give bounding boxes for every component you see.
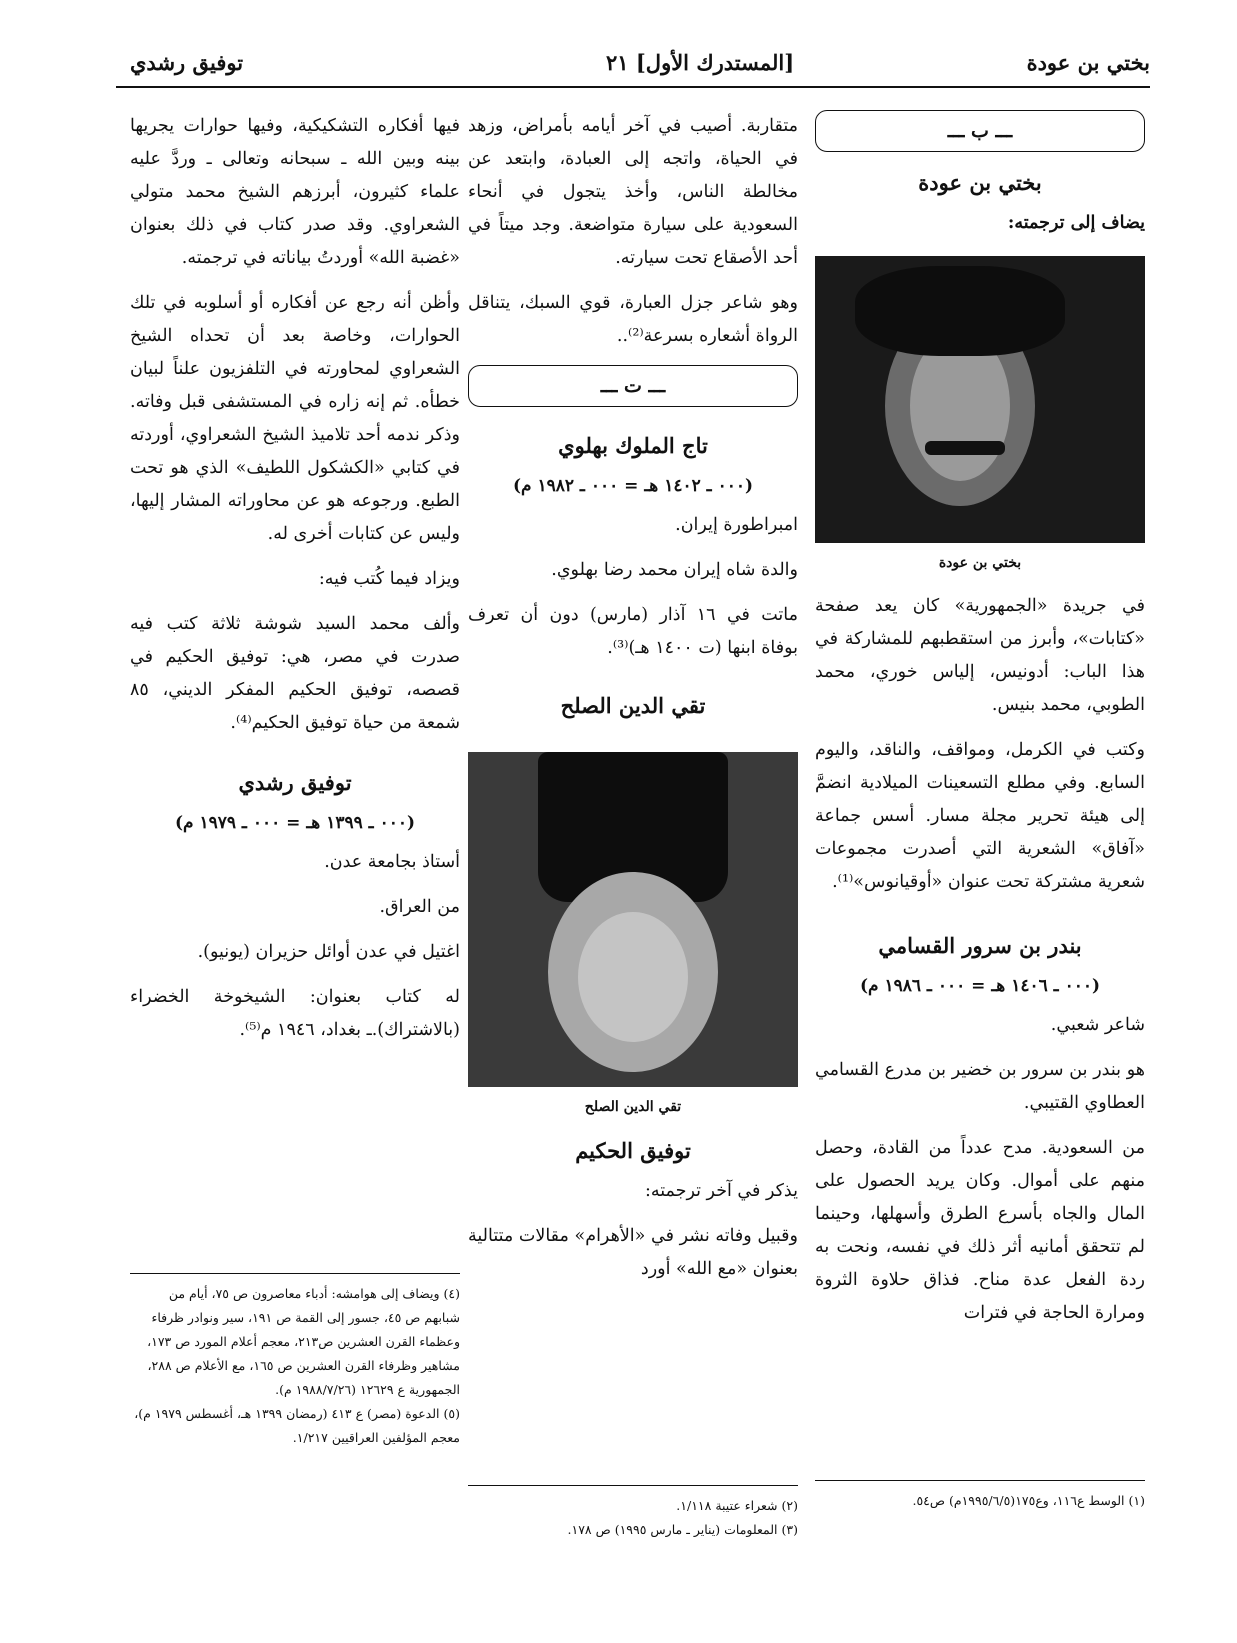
footnotes-right bbox=[815, 1480, 1145, 1513]
paragraph: ماتت في ١٦ آذار (مارس) دون أن تعرف بوفاة ابنها (ت ١٤٠٠ هـ)⁽³⁾. bbox=[468, 605, 798, 658]
paragraph: هو بندر بن سرور بن خضير بن مدرع القسامي العطاوي القتيبي. bbox=[815, 1060, 1145, 1113]
entry-title-taj: تاج الملوك بهلوي bbox=[558, 433, 708, 458]
paragraph: وألف محمد السيد شوشة ثلاثة كتب فيه صدرت في مصر، هي: توفيق الحكيم في قصصه، توفيق الحكيم المفكر الديني، ٨٥ شمعة من حياة توفيق الحكيم⁽⁴⁾. bbox=[130, 614, 460, 733]
entry-title-bandar: بندر بن سرور القسامي bbox=[878, 933, 1082, 958]
letter-heading-ta: ـــ ت ـــ bbox=[468, 365, 798, 407]
paragraph: من السعودية. مدح عدداً من القادة، وحصل منهم على أموال. وكان يريد الحصول على المال والجاه بأسرع الطرق وأسهلها، وحينما لم تتحقق أمانيه أثر ذلك في نفسه، ونحت به ردة الفعل عدة مناح. فذاق حلاوة الثروة ومرارة الحاجة في فترات bbox=[815, 1138, 1145, 1323]
header-left-title: توفيق رشدي bbox=[130, 50, 244, 75]
entry-title-tawfiq-rushdi: توفيق رشدي bbox=[238, 770, 352, 795]
entry-dates-taj: (٠٠٠ ـ ١٤٠٢ هـ = ٠٠٠ ـ ١٩٨٢ م) bbox=[512, 476, 754, 496]
footnotes-middle bbox=[468, 1485, 798, 1542]
footnote: (٤) ويضاف إلى هوامشه: أدباء معاصرون ص ٧٥، أيام من شبابهم ص ٤٥، جسور إلى القمة ص ١٩١، سير ونوادر ظرفاء وعظماء القرن العشرين ص٢١٣، معجم أعلام المورد ص ١٧٣، مشاهير وظرفاء القرن العشرين ص ١٦٥، مع الأعلام ص ٢٨٨، الجمهورية ع ١٢٦٢٩ (١٩٨٨/٧/٢٦ م). bbox=[147, 1286, 460, 1397]
paragraph: وأظن أنه رجع عن أفكاره أو أسلوبه في تلك الحوارات، وخاصة بعد أن تحداه الشيخ الشعراوي لمحاورته في التلفزيون علناً لبيان خطأه. ثم إنه زاره في المستشفى قبل وفاته. وذكر ندمه أحد تلاميذ الشيخ الشعراوي، أوردته في كتابي «الكشكول اللطيف» الذي هو تحت الطبع. ورجوعه هو عن محاوراته المشار إليها، وليس عن كتابات أخرى له. bbox=[130, 293, 460, 544]
entry-title-bakhti: بختي بن عودة bbox=[918, 170, 1042, 195]
entry-title-tawfiq-hakim: توفيق الحكيم bbox=[575, 1138, 691, 1163]
paragraph: وقبيل وفاته نشر في «الأهرام» مقالات متتالية بعنوان «مع الله» أورد bbox=[468, 1226, 798, 1279]
column-middle bbox=[468, 110, 798, 1298]
paragraph: شاعر شعبي. bbox=[1050, 1015, 1145, 1035]
photo-taqi bbox=[468, 752, 798, 1087]
entry-intro: يضاف إلى ترجمته: bbox=[1007, 213, 1145, 233]
paragraph: والدة شاه إيران محمد رضا بهلوي. bbox=[551, 560, 798, 580]
paragraph: من العراق. bbox=[379, 897, 460, 917]
paragraph: فيها أفكاره التشكيكية، وفيها حوارات يجريها بينه وبين الله ـ سبحانه وتعالى ـ وردَّ عليه علماء كثيرون، أبرزهم الشيخ محمد متولي الشعراوي. وقد صدر كتاب في ذلك بعنوان «غضبة الله» أوردتُ بياناته في ترجمته. bbox=[130, 116, 460, 268]
entry-title-taqi: تقي الدين الصلح bbox=[560, 693, 706, 718]
column-left bbox=[130, 110, 460, 1059]
photo-caption-taqi: تقي الدين الصلح bbox=[584, 1099, 682, 1115]
paragraph: يذكر في آخر ترجمته: bbox=[644, 1181, 798, 1201]
paragraph: أستاذ بجامعة عدن. bbox=[324, 852, 460, 872]
paragraph: له كتاب بعنوان: الشيخوخة الخضراء (بالاشتراك).ـ بغداد، ١٩٤٦ م⁽⁵⁾. bbox=[130, 987, 460, 1040]
footnotes-left bbox=[130, 1273, 460, 1450]
letter-heading-ba: ـــ ب ـــ bbox=[815, 110, 1145, 152]
footnote: (٥) الدعوة (مصر) ع ٤١٣ (رمضان ١٣٩٩ هـ، أغسطس ١٩٧٩ م)، معجم المؤلفين العراقيين ١/٢١٧. bbox=[134, 1406, 460, 1445]
footnote: (٣) المعلومات (يناير ـ مارس ١٩٩٥) ص ١٧٨. bbox=[567, 1522, 798, 1537]
footnote: (١) الوسط ع١١٦، وع١٧٥(١٩٩٥/٦/٥م) ص٥٤. bbox=[912, 1493, 1145, 1508]
header-center-title: [المستدرك الأول] ٢١ bbox=[606, 50, 795, 75]
paragraph: وهو شاعر جزل العبارة، قوي السبك، يتناقل الرواة أشعاره بسرعة⁽²⁾.. bbox=[468, 293, 798, 346]
paragraph: ويزاد فيما كُتب فيه: bbox=[318, 569, 460, 589]
header-right-title: بختي بن عودة bbox=[1026, 50, 1150, 75]
paragraph: متقاربة. أصيب في آخر أيامه بأمراض، وزهد في الحياة، واتجه إلى العبادة، وابتعد عن مخالطة الناس، وأخذ يتجول في أنحاء السعودية على سيارة متواضعة. وجد ميتاً في أحد الأصقاع تحت سيارته. bbox=[468, 116, 798, 268]
page-header bbox=[116, 46, 1150, 88]
paragraph: امبراطورة إيران. bbox=[675, 515, 798, 535]
column-right bbox=[815, 110, 1145, 1342]
entry-dates-tawfiq-rushdi: (٠٠٠ ـ ١٣٩٩ هـ = ٠٠٠ ـ ١٩٧٩ م) bbox=[174, 813, 416, 833]
photo-bakhti bbox=[815, 256, 1145, 543]
paragraph: وكتب في الكرمل، ومواقف، والناقد، واليوم السابع. وفي مطلع التسعينات الميلادية انضمَّ إلى هيئة تحرير مجلة مسار. أسس جماعة «آفاق» الشعرية التي أصدرت مجموعات شعرية مشتركة تحت عنوان «أوقيانوس»⁽¹⁾. bbox=[815, 740, 1145, 892]
photo-caption-bakhti: بختي بن عودة bbox=[938, 555, 1022, 571]
paragraph: في جريدة «الجمهورية» كان يعد صفحة «كتابات»، وأبرز من استقطبهم للمشاركة في هذا الباب: أدونيس، إلياس خوري، محمد الطوبي، محمد بنيس. bbox=[815, 596, 1145, 715]
footnote: (٢) شعراء عتيبة ١/١١٨. bbox=[676, 1498, 798, 1513]
paragraph: اغتيل في عدن أوائل حزيران (يونيو). bbox=[197, 942, 460, 962]
entry-dates-bandar: (٠٠٠ ـ ١٤٠٦ هـ = ٠٠٠ ـ ١٩٨٦ م) bbox=[859, 976, 1101, 996]
